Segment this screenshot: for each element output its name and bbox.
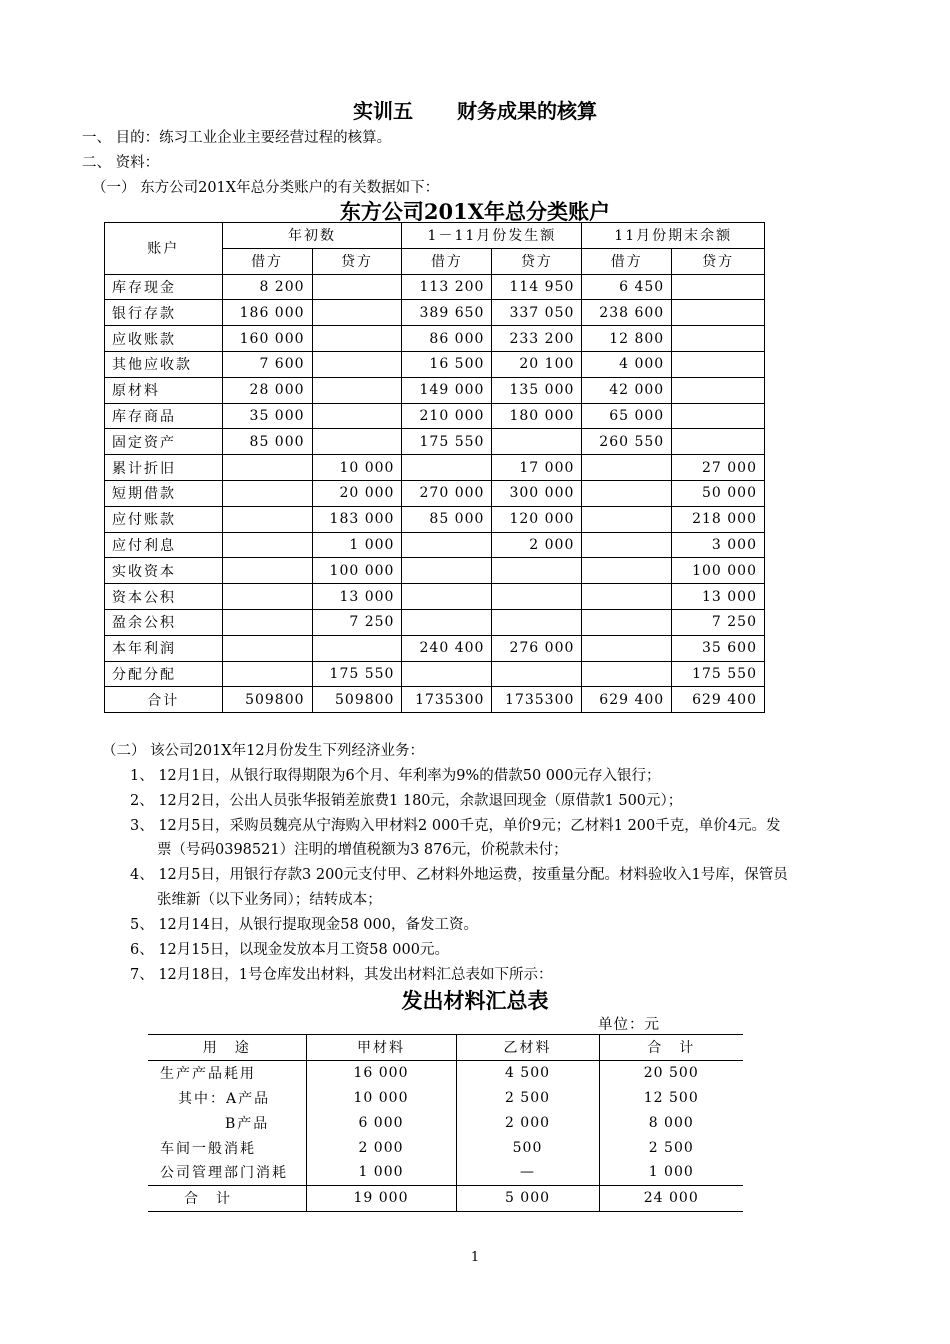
amount-cell: 27 000 [672,455,765,481]
amount-cell [402,455,492,481]
amount-cell [312,274,402,300]
table-row [105,351,765,377]
amount-cell [492,661,582,687]
amount-cell [312,635,402,661]
amount-cell: 1 000 [306,1160,456,1185]
section-materials: 二、 资料： [82,155,160,171]
table-row [105,403,765,429]
amount-cell [402,584,492,610]
amount-cell: 20 500 [599,1060,743,1085]
page-number: 1 [470,1250,480,1265]
account-name: 实收资本 [105,558,223,584]
table-row [105,532,765,558]
amount-cell: 500 [456,1135,599,1160]
header-usage: 用 途 [148,1035,306,1061]
account-name: 盈余公积 [105,609,223,635]
amount-cell [222,506,312,532]
amount-cell: 2 500 [599,1135,743,1160]
amount-cell: 210 000 [402,403,492,429]
table-row [105,506,765,532]
amount-cell: 389 650 [402,300,492,326]
table-row [105,377,765,403]
table-row [148,1135,743,1160]
amount-cell: 3 000 [672,532,765,558]
amount-cell: 8 000 [599,1110,743,1135]
group-opening: 年初数 [222,223,402,249]
list-item: 1、 12月1日，从银行取得期限为6个月、年利率为9%的借款50 000元存入银行； [130,768,661,784]
subsection-one: （一） 东方公司201X年总分类账户的有关数据如下： [92,180,440,196]
list-item: 2、 12月2日，公出人员张华报销差旅费1 180元，余款退回现金（原借款1 500元）； [130,793,683,809]
amount-cell: 113 200 [402,274,492,300]
table-row [148,1086,743,1111]
amount-cell: 218 000 [672,506,765,532]
amount-cell: 13 000 [312,584,402,610]
account-name: 分配分配 [105,661,223,687]
amount-cell: 260 550 [582,429,672,455]
amount-cell [222,558,312,584]
usage-label: 生产产品耗用 [160,1066,256,1083]
table-row [105,635,765,661]
amount-cell [222,455,312,481]
header-material-a: 甲材料 [306,1035,456,1061]
table-row [148,1060,743,1085]
account-name: 应收账款 [105,326,223,352]
total-cell: 19 000 [306,1185,456,1211]
amount-cell [672,300,765,326]
amount-cell: 2 000 [456,1110,599,1135]
amount-cell [492,584,582,610]
table-row [105,429,765,455]
account-name: 其他应收款 [105,351,223,377]
account-name: 本年利润 [105,635,223,661]
amount-cell: 85 000 [222,429,312,455]
amount-cell [492,429,582,455]
amount-cell [492,609,582,635]
ledger-title: 东方公司201X年总分类账户 [339,199,611,224]
amount-cell: 120 000 [492,506,582,532]
amount-cell: 183 000 [312,506,402,532]
account-name: 原材料 [105,377,223,403]
materials-table [148,1034,743,1212]
amount-cell: 175 550 [672,661,765,687]
usage-label: 其中：A产品 [178,1090,271,1107]
table-row [105,584,765,610]
amount-cell [222,532,312,558]
amount-cell: 42 000 [582,377,672,403]
sub-debit: 借方 [582,248,672,274]
amount-cell: 160 000 [222,326,312,352]
list-item: 5、 12月14日，从银行提取现金58 000，备发工资。 [130,917,478,933]
amount-cell: 180 000 [492,403,582,429]
account-name: 库存现金 [105,274,223,300]
amount-cell [222,609,312,635]
materials-unit: 单位：元 [598,1017,660,1033]
table-row [105,326,765,352]
amount-cell [312,429,402,455]
section-purpose: 一、 目的：练习工业企业主要经营过程的核算。 [82,130,392,146]
amount-cell: 6 450 [582,274,672,300]
amount-cell: 10 000 [306,1086,456,1111]
amount-cell: 276 000 [492,635,582,661]
total-cell: 1735300 [492,687,582,713]
table-row [105,661,765,687]
amount-cell [672,274,765,300]
amount-cell [582,480,672,506]
amount-cell: 16 500 [402,351,492,377]
amount-cell: 86 000 [402,326,492,352]
table-row [105,455,765,481]
amount-cell: 20 000 [312,480,402,506]
amount-cell [312,403,402,429]
amount-cell [582,584,672,610]
amount-cell [402,558,492,584]
title-part1: 实训五 [353,99,413,123]
ledger-total-row [105,687,765,713]
amount-cell: 28 000 [222,377,312,403]
group-activity: 1－11月份发生额 [402,223,582,249]
amount-cell [672,403,765,429]
amount-cell [222,661,312,687]
amount-cell [312,377,402,403]
ledger-header-row [105,223,765,249]
sub-credit: 贷方 [312,248,402,274]
list-item: 3、 12月5日，采购员魏亮从宁海购入甲材料2 000千克，单价9元；乙材料1 200千克，单价4元。发 [130,818,781,834]
amount-cell [492,558,582,584]
total-cell: 5 000 [456,1185,599,1211]
table-row [105,274,765,300]
amount-cell: 10 000 [312,455,402,481]
amount-cell: 135 000 [492,377,582,403]
amount-cell: 300 000 [492,480,582,506]
list-item-continued: 张维新（以下业务同）；结转成本； [157,892,382,908]
page-title [0,95,950,124]
amount-cell: 13 000 [672,584,765,610]
amount-cell [582,635,672,661]
sub-credit: 贷方 [672,248,765,274]
list-item-continued: 票（号码0398521）注明的增值税额为3 876元，价税款未付； [157,842,568,858]
amount-cell: 6 000 [306,1110,456,1135]
table-row [105,300,765,326]
table-row [148,1110,743,1135]
amount-cell: — [456,1160,599,1185]
total-label: 合 计 [148,1185,306,1211]
col-account: 账户 [105,223,223,275]
account-name: 应付账款 [105,506,223,532]
materials-total-row [148,1185,743,1211]
table-row [105,480,765,506]
amount-cell: 4 500 [456,1060,599,1085]
amount-cell: 65 000 [582,403,672,429]
ledger-table [104,222,765,713]
total-cell: 509800 [312,687,402,713]
amount-cell: 2 500 [456,1086,599,1111]
title-part2: 财务成果的核算 [457,99,597,123]
account-name: 资本公积 [105,584,223,610]
amount-cell: 1 000 [599,1160,743,1185]
amount-cell: 100 000 [672,558,765,584]
amount-cell: 20 100 [492,351,582,377]
amount-cell [672,326,765,352]
header-material-b: 乙材料 [456,1035,599,1061]
account-name: 累计折旧 [105,455,223,481]
amount-cell [582,609,672,635]
amount-cell [672,351,765,377]
usage-label: B产品 [225,1115,270,1132]
amount-cell: 186 000 [222,300,312,326]
total-cell: 509800 [222,687,312,713]
total-cell: 24 000 [599,1185,743,1211]
amount-cell: 270 000 [402,480,492,506]
amount-cell: 100 000 [312,558,402,584]
amount-cell [402,609,492,635]
total-label: 合计 [105,687,223,713]
account-name: 固定资产 [105,429,223,455]
amount-cell: 16 000 [306,1060,456,1085]
amount-cell: 7 250 [312,609,402,635]
amount-cell: 8 200 [222,274,312,300]
total-cell: 629 400 [672,687,765,713]
amount-cell: 7 600 [222,351,312,377]
amount-cell [582,558,672,584]
account-name: 库存商品 [105,403,223,429]
list-item: 7、 12月18日，1号仓库发出材料，其发出材料汇总表如下所示： [130,967,553,983]
sub-debit: 借方 [402,248,492,274]
table-row [105,558,765,584]
amount-cell [672,429,765,455]
subsection-two: （二） 该公司201X年12月份发生下列经济业务： [102,743,425,759]
amount-cell [222,635,312,661]
materials-header-row [148,1035,743,1061]
amount-cell [402,532,492,558]
account-name: 应付利息 [105,532,223,558]
amount-cell: 4 000 [582,351,672,377]
amount-cell: 233 200 [492,326,582,352]
amount-cell: 12 800 [582,326,672,352]
amount-cell [672,377,765,403]
amount-cell [222,480,312,506]
amount-cell: 238 600 [582,300,672,326]
amount-cell: 7 250 [672,609,765,635]
amount-cell: 50 000 [672,480,765,506]
amount-cell: 2 000 [492,532,582,558]
amount-cell: 337 050 [492,300,582,326]
total-cell: 629 400 [582,687,672,713]
sub-debit: 借方 [222,248,312,274]
amount-cell [402,661,492,687]
amount-cell [312,300,402,326]
sub-credit: 贷方 [492,248,582,274]
group-closing: 11月份期末余额 [582,223,765,249]
amount-cell: 2 000 [306,1135,456,1160]
list-item: 6、 12月15日，以现金发放本月工资58 000元。 [130,942,449,958]
total-cell: 1735300 [402,687,492,713]
amount-cell: 240 400 [402,635,492,661]
amount-cell: 35 000 [222,403,312,429]
amount-cell: 17 000 [492,455,582,481]
amount-cell [312,326,402,352]
amount-cell: 1 000 [312,532,402,558]
amount-cell: 149 000 [402,377,492,403]
amount-cell [582,506,672,532]
table-row [148,1160,743,1185]
table-row [105,609,765,635]
account-name: 银行存款 [105,300,223,326]
list-item: 4、 12月5日，用银行存款3 200元支付甲、乙材料外地运费，按重量分配。材料验收入1号库，保管员 [130,867,788,883]
amount-cell: 175 550 [402,429,492,455]
amount-cell [312,351,402,377]
amount-cell [582,661,672,687]
amount-cell: 114 950 [492,274,582,300]
amount-cell: 175 550 [312,661,402,687]
amount-cell: 35 600 [672,635,765,661]
materials-title: 发出材料汇总表 [401,988,549,1013]
amount-cell: 85 000 [402,506,492,532]
amount-cell [222,584,312,610]
amount-cell: 12 500 [599,1086,743,1111]
header-total: 合 计 [599,1035,743,1061]
amount-cell [582,532,672,558]
usage-label: 车间一般消耗 [160,1140,256,1157]
usage-label: 公司管理部门消耗 [160,1165,288,1182]
account-name: 短期借款 [105,480,223,506]
amount-cell [582,455,672,481]
